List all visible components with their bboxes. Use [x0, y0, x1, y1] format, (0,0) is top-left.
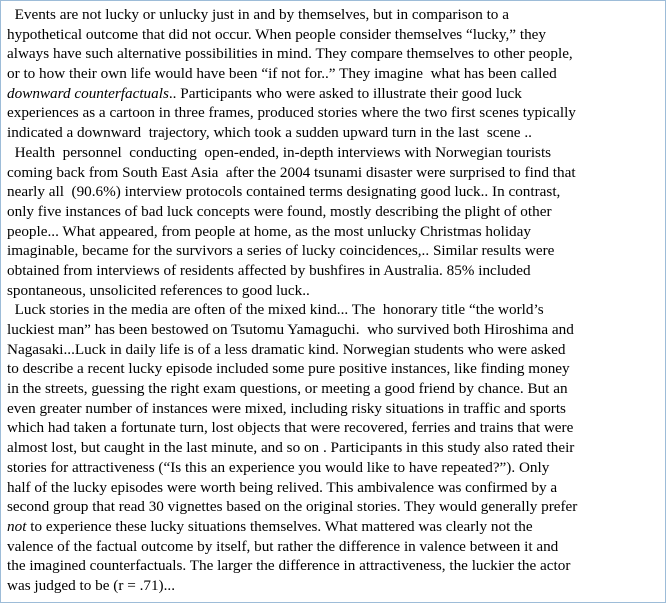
text-line — [7, 497, 659, 517]
text-line — [7, 320, 659, 340]
text-line — [7, 281, 659, 301]
text-span: even greater number of instances were mixed, including risky situations in traffic and sports — [7, 399, 566, 417]
text-span: Events are not lucky or unlucky just in and by themselves, but in comparison to a — [7, 6, 509, 23]
text-span: spontaneous, unsolicited references to good luck.. — [7, 281, 310, 299]
text-line — [7, 537, 659, 557]
text-line — [7, 379, 659, 399]
text-span: Luck stories in the media are often of the mixed kind... The honorary title “the world’s — [7, 301, 544, 319]
text-line — [7, 517, 659, 537]
text-span: obtained from interviews of residents affected by bushfires in Australia. 85% included — [7, 261, 531, 279]
text-span: valence of the factual outcome by itself, but rather the difference in valence between it and — [7, 537, 559, 555]
text-span: which had taken a fortunate turn, lost objects that were recovered, ferries and trains that were — [7, 419, 574, 437]
text-line — [7, 163, 659, 183]
text-line — [7, 202, 659, 222]
text-span: the imagined counterfactuals. The larger the difference in attractiveness, the luckier the actor — [7, 557, 571, 575]
italic-text-span: not — [7, 517, 27, 535]
document-text — [7, 5, 659, 596]
text-line — [7, 44, 659, 64]
text-span: only five instances of bad luck concepts were found, mostly describing the plight of other — [7, 202, 552, 220]
text-span: second group that read 30 vignettes based on the original stories. They would generally prefer — [7, 498, 578, 516]
text-span: imaginable, became for the survivors a series of lucky coincidences,.. Similar results were — [7, 242, 555, 260]
text-span: half of the lucky episodes were worth being relived. This ambivalence was confirmed by a — [7, 478, 558, 496]
text-span: was judged to be (r = .71)... — [7, 576, 175, 594]
text-span: luckiest man” has been bestowed on Tsutomu Yamaguchi. who survived both Hiroshima and — [7, 321, 574, 338]
text-span: or to how their own life would have been “if not for..” They imagine what has been called — [7, 65, 557, 83]
text-span: always have such alternative possibilities in mind. They compare themselves to other people, — [7, 45, 573, 63]
text-line — [7, 340, 659, 360]
text-span: stories for attractiveness (“Is this an experience you would like to have repeated?”). Only — [7, 458, 550, 476]
text-span: Nagasaki...Luck in daily life is of a less dramatic kind. Norwegian students who were asked — [7, 340, 566, 358]
text-line — [7, 576, 659, 596]
text-span: people... What appeared, from people at home, as the most unlucky Christmas holiday — [7, 222, 531, 240]
text-line — [7, 359, 659, 379]
text-line — [7, 5, 659, 25]
text-line — [7, 458, 659, 478]
text-line — [7, 64, 659, 84]
text-line — [7, 438, 659, 458]
text-span: hypothetical outcome that did not occur. When people consider themselves “lucky,” they — [7, 25, 546, 43]
text-span: experiences as a cartoon in three frames, produced stories where the two first scenes typically — [7, 104, 576, 122]
text-line — [7, 261, 659, 281]
text-line — [7, 241, 659, 261]
text-span: nearly all (90.6%) interview protocols contained terms designating good luck.. In contrast, — [7, 183, 561, 201]
text-span: Health personnel conducting open-ended, in-depth interviews with Norwegian tourists — [7, 143, 552, 161]
text-line — [7, 300, 659, 320]
text-line — [7, 84, 659, 104]
italic-text-span: downward counterfactuals — [7, 84, 169, 102]
text-line — [7, 25, 659, 45]
text-span: to describe a recent lucky episode included some pure positive instances, like finding money — [7, 360, 570, 378]
text-span: coming back from South East Asia after the 2004 tsunami disaster were surprised to find that — [7, 163, 576, 181]
text-line — [7, 182, 659, 202]
text-line — [7, 418, 659, 438]
text-span: in the streets, guessing the right exam questions, or meeting a good friend by chance. But an — [7, 380, 568, 398]
text-span: indicated a downward trajectory, which took a sudden upward turn in the last scene .. — [7, 124, 532, 142]
text-span: to experience these lucky situations themselves. What mattered was clearly not the — [26, 517, 533, 535]
text-line — [7, 123, 659, 143]
text-line — [7, 222, 659, 242]
text-line — [7, 399, 659, 419]
text-line — [7, 556, 659, 576]
text-span: .. Participants who were asked to illustrate their good luck — [168, 84, 522, 102]
text-line — [7, 143, 659, 163]
text-line — [7, 478, 659, 498]
text-span: almost lost, but caught in the last minute, and so on . Participants in this study also rated their — [7, 439, 575, 457]
text-line — [7, 103, 659, 123]
